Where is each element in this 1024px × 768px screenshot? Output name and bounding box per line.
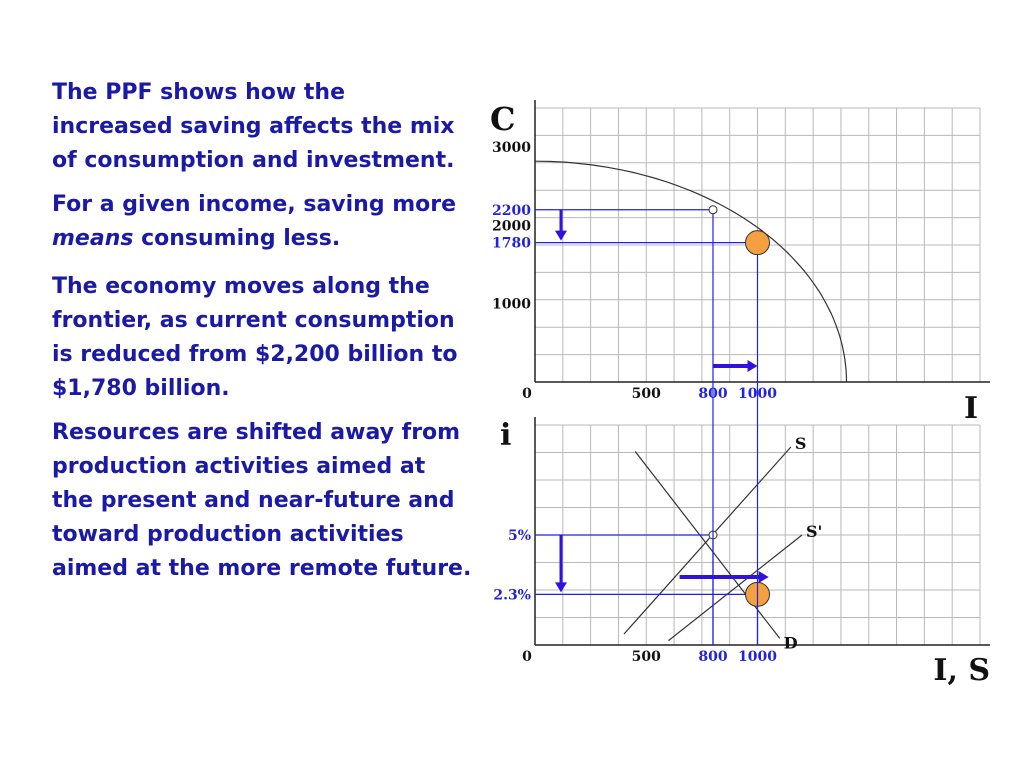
series-label: S bbox=[794, 434, 807, 453]
paragraph-saving-start: For a given income, saving more bbox=[52, 192, 457, 217]
shift-arrow-right-head bbox=[748, 360, 758, 372]
shift-arrow-down-head bbox=[555, 231, 567, 241]
paragraph-economy: The economy moves along the frontier, as current consumption is reduced from $2,200 billion to $1,780 billion. bbox=[52, 274, 458, 401]
paragraph-ppf: The PPF shows how the increased saving affects the mix of consumption and investment. bbox=[52, 80, 455, 173]
shift-arrow-down-head bbox=[555, 582, 567, 592]
connecting-guide-lines bbox=[713, 382, 758, 645]
y-tick-label: 2.3% bbox=[493, 587, 531, 604]
x-tick-label: 1000 bbox=[738, 649, 777, 665]
ppf-curve bbox=[535, 161, 847, 382]
y-axis-label: C bbox=[490, 100, 516, 138]
saving-investment-chart bbox=[493, 417, 990, 688]
x-tick-label: 800 bbox=[698, 386, 728, 402]
y-tick-label: 5% bbox=[507, 528, 531, 544]
shift-arrow-right-head bbox=[759, 571, 769, 583]
y-tick-label: 3000 bbox=[492, 140, 531, 157]
x-axis-label: I, S bbox=[933, 653, 990, 688]
series-line bbox=[669, 535, 803, 641]
y-axis-label: i bbox=[500, 418, 512, 453]
series-label: D bbox=[783, 633, 798, 653]
y-tick-label: 2000 bbox=[492, 218, 531, 235]
x-axis-label: I bbox=[963, 391, 978, 426]
paragraph-resources: Resources are shifted away from production activities aimed at the present and near-future and toward production activities aimed at the more remote future. bbox=[52, 420, 472, 581]
paragraph-saving-end: consuming less. bbox=[133, 226, 341, 251]
series-line bbox=[624, 447, 791, 634]
point-hollow bbox=[709, 206, 717, 214]
series-label: S' bbox=[806, 522, 823, 541]
x-tick-label: 0 bbox=[522, 649, 532, 665]
x-tick-label: 500 bbox=[631, 386, 661, 402]
y-tick-label: 1000 bbox=[492, 296, 531, 313]
x-tick-label: 800 bbox=[698, 649, 728, 665]
x-tick-label: 1000 bbox=[738, 386, 777, 402]
paragraph-saving-emphasis: means bbox=[52, 226, 134, 251]
y-tick-label: 2200 bbox=[492, 202, 531, 219]
x-tick-label: 0 bbox=[522, 386, 532, 402]
point-filled bbox=[746, 231, 770, 255]
y-tick-label: 1780 bbox=[492, 235, 531, 252]
ppf-chart bbox=[490, 100, 990, 426]
x-tick-label: 500 bbox=[631, 649, 661, 665]
plot-area bbox=[535, 161, 847, 382]
